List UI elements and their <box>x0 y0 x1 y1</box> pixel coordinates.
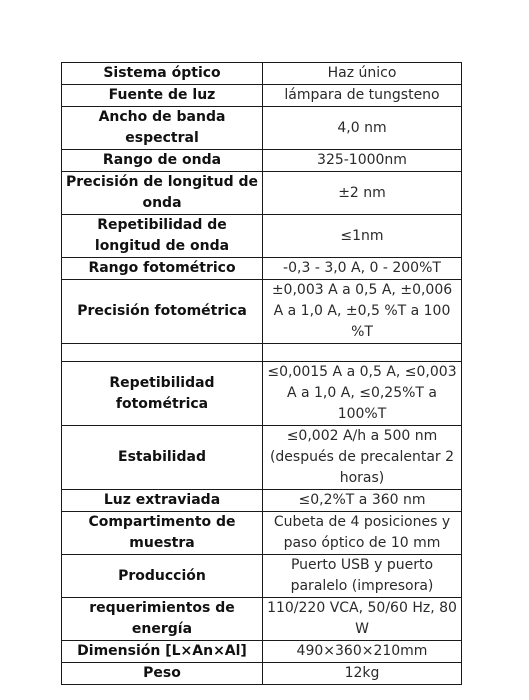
spec-value: ±2 nm <box>263 172 462 215</box>
spec-value: ±0,003 A a 0,5 A, ±0,006 A a 1,0 A, ±0,5 %T a 100 %T <box>263 280 462 344</box>
spec-label: Precisión de longitud de onda <box>62 172 263 215</box>
table-row <box>62 555 462 598</box>
table-row <box>62 215 462 258</box>
spec-label: Repetibilidad fotométrica <box>62 362 263 426</box>
table-row-empty <box>62 344 462 362</box>
spec-value: ≤0,2%T a 360 nm <box>263 490 462 512</box>
table-row <box>62 280 462 344</box>
spec-label: Peso <box>62 663 263 685</box>
spec-label: Fuente de luz <box>62 85 263 107</box>
spec-label: Estabilidad <box>62 426 263 490</box>
spec-label: Dimensión [L×An×Al] <box>62 641 263 663</box>
spec-value: ≤1nm <box>263 215 462 258</box>
table-row <box>62 150 462 172</box>
spec-value: -0,3 - 3,0 A, 0 - 200%T <box>263 258 462 280</box>
specifications-table <box>61 62 462 685</box>
spec-label <box>62 344 263 362</box>
spec-value: lámpara de tungsteno <box>263 85 462 107</box>
spec-value <box>263 344 462 362</box>
table-row <box>62 426 462 490</box>
table-row <box>62 107 462 150</box>
spec-label: Luz extraviada <box>62 490 263 512</box>
table-row <box>62 663 462 685</box>
spec-value: 490×360×210mm <box>263 641 462 663</box>
spec-label: Rango fotométrico <box>62 258 263 280</box>
table-row <box>62 85 462 107</box>
spec-label: requerimientos de energía <box>62 598 263 641</box>
spec-value: 4,0 nm <box>263 107 462 150</box>
table-row <box>62 258 462 280</box>
spec-label: Producción <box>62 555 263 598</box>
spec-value: 12kg <box>263 663 462 685</box>
spec-label: Sistema óptico <box>62 63 263 85</box>
table-row <box>62 598 462 641</box>
spec-value: 325-1000nm <box>263 150 462 172</box>
spec-value: ≤0,0015 A a 0,5 A, ≤0,003 A a 1,0 A, ≤0,25%T a 100%T <box>263 362 462 426</box>
table-row <box>62 512 462 555</box>
table-row <box>62 63 462 85</box>
spec-label: Ancho de banda espectral <box>62 107 263 150</box>
spec-value: 110/220 VCA, 50/60 Hz, 80 W <box>263 598 462 641</box>
spec-label: Precisión fotométrica <box>62 280 263 344</box>
spec-value: Cubeta de 4 posiciones y paso óptico de 10 mm <box>263 512 462 555</box>
spec-label: Compartimento de muestra <box>62 512 263 555</box>
table-row <box>62 172 462 215</box>
table-row <box>62 490 462 512</box>
table-row <box>62 362 462 426</box>
spec-value: Haz único <box>263 63 462 85</box>
spec-value: ≤0,002 A/h a 500 nm (después de precalentar 2 horas) <box>263 426 462 490</box>
table-row <box>62 641 462 663</box>
spec-value: Puerto USB y puerto paralelo (impresora) <box>263 555 462 598</box>
spec-label: Rango de onda <box>62 150 263 172</box>
spec-label: Repetibilidad de longitud de onda <box>62 215 263 258</box>
